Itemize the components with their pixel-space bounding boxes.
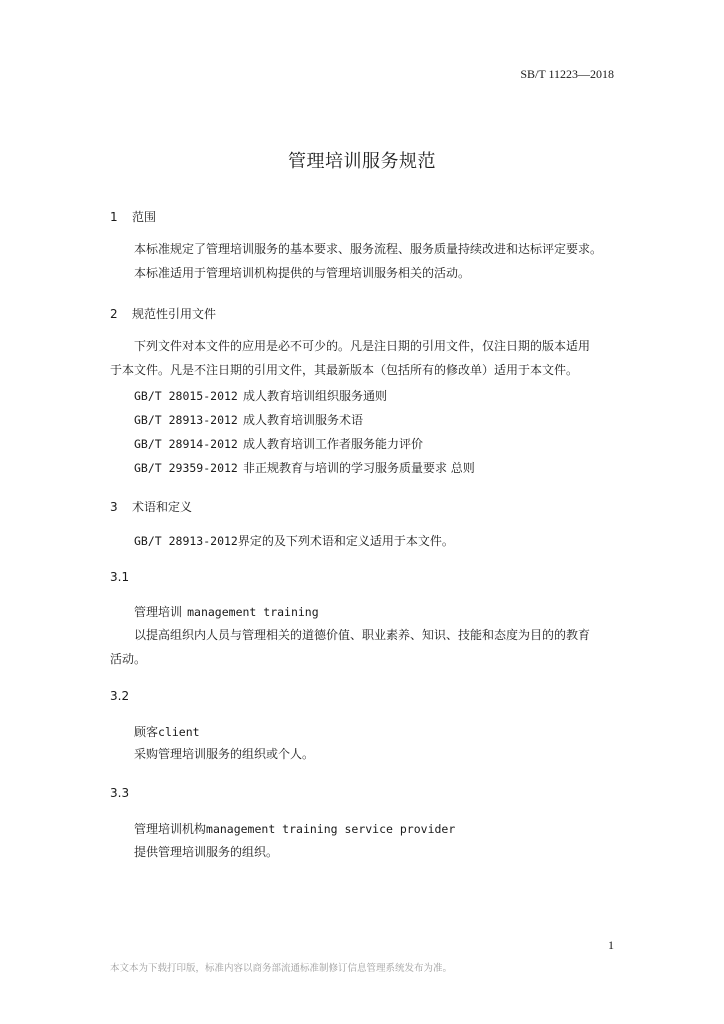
- term-number: 3.1: [110, 570, 130, 584]
- term-heading: [134, 818, 455, 837]
- section-1-heading: [110, 208, 156, 225]
- reference-code: GB/T 29359-2012: [134, 461, 238, 475]
- reference-item: [134, 385, 387, 404]
- term-en: client: [158, 725, 200, 739]
- section-2-heading: [110, 305, 216, 322]
- paragraph-continuation: 于本文件。凡是不注日期的引用文件，其最新版本（包括所有的修改单）适用于本文件。: [110, 363, 579, 377]
- paragraph: 本标准规定了管理培训服务的基本要求、服务流程、服务质量持续改进和达标评定要求。: [134, 242, 603, 256]
- paragraph: 本标准适用于管理培训机构提供的与管理培训服务相关的活动。: [134, 266, 471, 280]
- paragraph-text: 界定的及下列术语和定义适用于本文件。: [237, 534, 454, 548]
- reference-item: [134, 457, 475, 476]
- term-zh: 管理培训机构: [134, 822, 207, 836]
- document-title: 管理培训服务规范: [288, 151, 436, 172]
- reference-code: GB/T 28913-2012: [134, 413, 238, 427]
- reference-name: 成人教育培训组织服务通则: [242, 389, 387, 403]
- section-title: 规范性引用文件: [132, 307, 217, 321]
- paragraph: 下列文件对本文件的应用是必不可少的。凡是注日期的引用文件，仅注日期的版本适用: [134, 339, 591, 353]
- reference-name: 成人教育培训服务术语: [242, 413, 363, 427]
- page-number: 1: [608, 938, 614, 952]
- term-definition: 采购管理培训服务的组织或个人。: [134, 747, 315, 761]
- reference-code: GB/T 28914-2012: [134, 437, 238, 451]
- term-definition-continuation: 活动。: [110, 652, 147, 666]
- reference-code: GB/T 28913-2012: [134, 534, 238, 548]
- reference-name: 非正规教育与培训的学习服务质量要求 总则: [242, 461, 475, 475]
- reference-item: [134, 409, 363, 428]
- term-definition: 提供管理培训服务的组织。: [134, 845, 279, 859]
- standard-number: SB/T 11223—2018: [520, 67, 614, 81]
- section-3-heading: [110, 498, 192, 515]
- term-zh: 管理培训: [134, 605, 183, 619]
- reference-item: [134, 433, 423, 452]
- section-number: 1: [110, 210, 118, 224]
- term-en: management training service provider: [206, 822, 456, 836]
- section-title: 范围: [132, 210, 157, 224]
- term-heading: [134, 721, 200, 740]
- term-zh: 顾客: [134, 725, 159, 739]
- term-heading: [134, 601, 319, 620]
- footer-note: 本文本为下载打印版，标准内容以商务部流通标准制修订信息管理系统发布为准。: [110, 963, 453, 974]
- section-title: 术语和定义: [132, 500, 193, 514]
- section-number: 3: [110, 500, 118, 514]
- paragraph: [134, 530, 454, 549]
- term-number: 3.2: [110, 689, 130, 703]
- term-en: management training: [187, 605, 319, 619]
- term-number: 3.3: [110, 786, 130, 800]
- reference-code: GB/T 28015-2012: [134, 389, 238, 403]
- reference-name: 成人教育培训工作者服务能力评价: [242, 437, 423, 451]
- section-number: 2: [110, 307, 118, 321]
- term-definition: 以提高组织内人员与管理相关的道德价值、职业素养、知识、技能和态度为目的的教育: [134, 628, 591, 642]
